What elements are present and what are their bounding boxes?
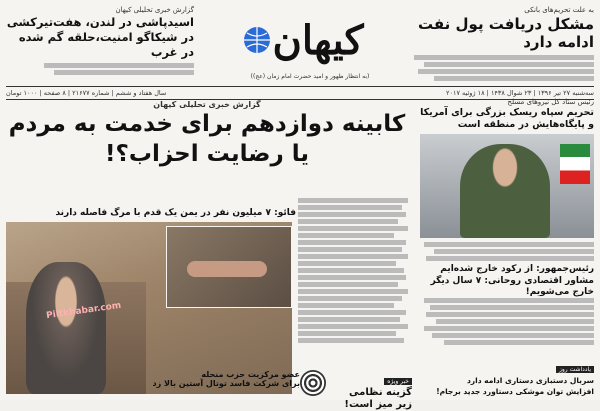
- masthead-left-body: [6, 63, 194, 75]
- bottom-center-story: [338, 368, 412, 410]
- right-mid-body: [420, 296, 594, 356]
- yemen-photo: [6, 222, 292, 394]
- photo-watermark: Piltkhabar.com: [45, 300, 122, 322]
- bottom-left-headline1: عضو مرکزیت حزب منحله: [201, 370, 300, 379]
- bottom-left-story: [150, 370, 300, 398]
- right-top-headline: تحریم سپاه ریسک بزرگی برای آمریکا و پایگاه‌هایش در منطقه است: [420, 107, 594, 130]
- child-figure: [26, 262, 106, 394]
- right-bottom-item1: سربال دستبازی دستاری ادامه دارد: [466, 376, 594, 385]
- masthead-right-body: [406, 55, 594, 81]
- right-bottom-badge: یادداشت روز: [556, 366, 594, 373]
- spiral-icon: [300, 370, 326, 396]
- globe-icon: [242, 25, 272, 55]
- bottom-center-badge: خبر ویژه: [384, 378, 412, 385]
- bottom-center-headline: گزینه نظامی زیر میز است!: [344, 387, 412, 410]
- main-story: [8, 100, 406, 190]
- masthead-subtitle: (به انتظار ظهور و امید حضرت امام زمان (عج)): [250, 73, 370, 80]
- center-text-column: [298, 196, 410, 366]
- infant-figure: [187, 261, 267, 277]
- right-mid-headline: رئیس‌جمهور: از رکود خارج شده‌ایم مشاور اقتصادی روحانی: ۷ سال دیگر خارج می‌شویم!: [430, 264, 594, 297]
- right-bottom-item2: افزایش توان موشکی دستاورد جدید برجام!: [436, 387, 594, 396]
- masthead-left-kicker: گزارش خبری تحلیلی کیهان: [115, 6, 194, 14]
- right-top-kicker: رئیس ستاد کل نیروهای مسلح: [507, 98, 594, 106]
- inset-photo: [166, 226, 292, 308]
- right-bottom: [418, 356, 594, 398]
- masthead-left-headline: اسیدپاشی در لندن، هفت‌تیرکشی در شیکاگو امنیت،حلقه گم شده در غرب: [6, 15, 194, 59]
- masthead-logo: [205, 6, 395, 74]
- masthead-right-headline: مشکل دریافت پول نفت ادامه دارد: [418, 15, 594, 51]
- photo-caption: فائو: ۷ میلیون نفر در یمن یک قدم با مرگ فاصله دارند: [55, 208, 296, 218]
- masthead-left: [6, 6, 194, 84]
- flag-shape: [560, 144, 590, 184]
- bottom-left-headline2: برای شرکت فاسد توتال آستین بالا زد: [152, 379, 300, 388]
- general-figure: [460, 144, 550, 238]
- main-headline-line2: یا رضایت احزاب؟!: [105, 141, 309, 167]
- right-column-top: [418, 98, 594, 134]
- masthead-right: [406, 6, 594, 84]
- logo-text: کیهان: [272, 16, 364, 64]
- general-photo: [420, 134, 594, 238]
- main-headline-line1: کابینه دوازدهم برای خدمت به مردم: [8, 111, 406, 137]
- edition-line: سه‌شنبه ۲۷ تیر ۱۳۹۶ | ۲۳ شوال ۱۴۳۸ | ۱۸ ژوئیه ۲۰۱۷: [445, 88, 594, 97]
- main-kicker: گزارش خبری تحلیلی کیهان: [153, 100, 261, 109]
- price-line: سال هفتاد و ششم | شماره ۲۱۶۷۷ | ۸ صفحه | ۱۰۰۰ تومان: [6, 88, 167, 97]
- masthead-right-kicker: به علت تحریم‌های بانکی: [524, 6, 594, 14]
